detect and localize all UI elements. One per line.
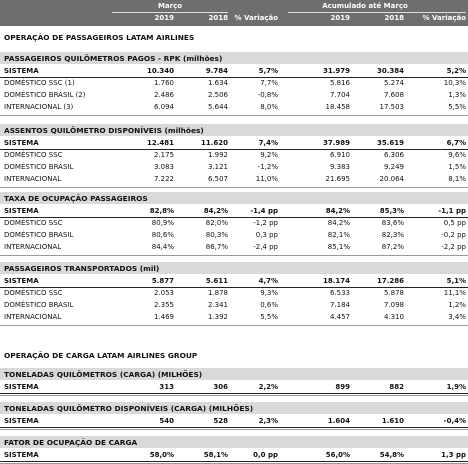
row-value: 80,9% [151,219,174,227]
row-value: 20.064 [379,175,404,183]
section-divider [0,395,468,396]
row-value: 5,5% [448,103,466,111]
row-value: 2,2% [258,383,278,391]
section-divider [0,255,468,256]
row-value: 1.878 [207,289,228,297]
header-var-ytd: % Variação [422,14,466,22]
row-value: 7.098 [383,301,404,309]
row-label: SISTEMA [4,277,39,285]
row-value: -1,2% [257,163,278,171]
row-value: 882 [389,383,404,391]
section-title: FATOR DE OCUPAÇÃO DE CARGA [4,438,138,447]
row-value: 1.604 [327,417,350,425]
row-value: 80,3% [205,231,228,239]
row-value: 313 [159,383,174,391]
header-2019-month: 2019 [154,14,174,22]
table-row-sistema [0,206,468,217]
row-value: 84,4% [151,243,174,251]
header-marco-underline [112,12,228,13]
row-value: 80,6% [151,231,174,239]
row-value: 7.704 [329,91,350,99]
row-value: 1.610 [381,417,404,425]
row-value: 6.306 [383,151,404,159]
row-value: 306 [213,383,228,391]
row-value: 84,2% [203,207,228,215]
section-title: ASSENTOS QUILÔMETRO DISPONÍVEIS (milhões) [4,126,204,135]
table-row [0,90,468,101]
row-value: 9.383 [329,163,350,171]
row-value: 35.619 [376,139,404,147]
table-row [0,312,468,323]
row-value: 17.286 [376,277,404,285]
row-value: 6.533 [329,289,350,297]
row-value: 9,6% [448,151,466,159]
row-value: 5,5% [260,313,278,321]
row-value: 1,9% [446,383,466,391]
header-2018-month: 2018 [208,14,228,22]
table-row [0,174,468,185]
row-value: 11.620 [200,139,228,147]
row-value: 84,2% [327,219,350,227]
row-value: -0,8% [257,91,278,99]
row-label: INTERNACIONAL [4,243,62,251]
row-label: SISTEMA [4,417,39,425]
row-value: 2.355 [153,301,174,309]
row-value: -1,2 pp [253,219,278,227]
row-value: 56,0% [325,451,350,459]
table-row-sistema [0,382,468,393]
row-value: 21.695 [325,175,350,183]
row-value: 1.760 [153,79,174,87]
row-value: 3.121 [207,163,228,171]
section-divider [0,429,468,430]
table-row [0,102,468,113]
passenger-operation-title: OPERAÇÃO DE PASSAGEIROS LATAM AIRLINES [4,33,195,42]
row-value: 54,8% [379,451,404,459]
row-value: 1.469 [153,313,174,321]
row-label: DOMÉSTICO SSC [4,289,63,297]
row-value: 2,3% [258,417,278,425]
table-row [0,288,468,299]
row-value: -2,2 pp [441,243,466,251]
section-title: PASSAGEIROS TRANSPORTADOS (mil) [4,264,160,273]
row-value: 5,2% [446,67,466,75]
row-value: 31.979 [322,67,350,75]
header-2019-ytd: 2019 [330,14,350,22]
header-2018-ytd: 2018 [384,14,404,22]
row-value: 37.989 [322,139,350,147]
row-value: 0,3 pp [255,231,278,239]
row-value: 83,6% [381,219,404,227]
row-value: 528 [213,417,228,425]
header-var-month: % Variação [234,14,278,22]
row-value: 4.310 [383,313,404,321]
row-label: SISTEMA [4,451,39,459]
row-value: 0,0 pp [253,451,278,459]
row-value: 18.174 [322,277,350,285]
table-row [0,218,468,229]
row-value: 86,7% [205,243,228,251]
row-value: 10.340 [146,67,174,75]
row-value: 30.384 [376,67,404,75]
row-label: DOMÉSTICO SSC (1) [4,79,75,87]
sistema-divider [0,393,468,394]
row-value: 85,3% [379,207,404,215]
section-title: TAXA DE OCUPAÇÃO PASSAGEIROS [4,194,148,203]
row-label: DOMÉSTICO SSC [4,151,63,159]
row-label: DOMÉSTICO SSC [4,219,63,227]
table-row [0,150,468,161]
row-value: 1,2% [448,301,466,309]
sistema-divider [0,461,468,462]
row-value: 2.486 [153,91,174,99]
row-value: 6.094 [153,103,174,111]
table-header [0,0,468,26]
row-value: 6.507 [207,175,228,183]
row-value: 5,1% [446,277,466,285]
row-value: -1,4 pp [250,207,278,215]
table-row [0,78,468,89]
row-value: 84,2% [325,207,350,215]
row-value: 7.608 [383,91,404,99]
table-row [0,300,468,311]
row-value: 87,2% [381,243,404,251]
row-value: 7,4% [258,139,278,147]
row-value: 899 [335,383,350,391]
row-value: 82,8% [149,207,174,215]
row-value: -1,1 pp [438,207,466,215]
row-label: INTERNACIONAL [4,175,62,183]
row-label: SISTEMA [4,67,39,75]
row-value: 7.184 [329,301,350,309]
sistema-divider [0,427,468,428]
header-acumulado-underline [288,12,466,13]
header-acumulado: Acumulado até Março [322,2,408,10]
row-label: DOMÉSTICO BRASIL [4,231,74,239]
table-row-sistema [0,416,468,427]
table-row-sistema [0,66,468,77]
row-value: 18.458 [325,103,350,111]
row-value: 0,5 pp [443,219,466,227]
row-value: -0,4% [443,417,466,425]
row-value: 82,0% [205,219,228,227]
table-row-sistema [0,450,468,461]
row-value: 5.816 [329,79,350,87]
row-value: 3.083 [153,163,174,171]
section-divider [0,115,468,116]
row-value: 5,7% [258,67,278,75]
row-value: 5.644 [207,103,228,111]
row-value: -0,2 pp [441,231,466,239]
row-value: 17.503 [379,103,404,111]
row-value: 6,7% [446,139,466,147]
row-label: SISTEMA [4,207,39,215]
table-row [0,230,468,241]
row-value: 6.910 [329,151,350,159]
row-label: INTERNACIONAL [4,313,62,321]
row-label: INTERNACIONAL (3) [4,103,74,111]
table-row-sistema [0,138,468,149]
row-value: 9,3% [260,289,278,297]
row-value: 3,4% [448,313,466,321]
row-value: 0,6% [260,301,278,309]
row-label: DOMÉSTICO BRASIL [4,301,74,309]
row-value: 85,1% [327,243,350,251]
row-value: 10,3% [443,79,466,87]
row-value: 82,3% [381,231,404,239]
row-value: 2.506 [207,91,228,99]
row-value: 1,5% [448,163,466,171]
row-value: 12.481 [146,139,174,147]
section-title: PASSAGEIROS QUILÔMETROS PAGOS - RPK (milhões) [4,54,223,63]
cargo-operation-title: OPERAÇÃO DE CARGA LATAM AIRLINES GROUP [4,351,198,360]
table-row-sistema [0,276,468,287]
row-value: 11,1% [443,289,466,297]
table-row [0,162,468,173]
row-value: 1.634 [207,79,228,87]
row-value: 9.784 [205,67,228,75]
row-value: 9.249 [383,163,404,171]
row-value: 5.878 [383,289,404,297]
row-value: 2.053 [153,289,174,297]
row-value: 1,3 pp [441,451,466,459]
row-label: DOMÉSTICO BRASIL (2) [4,91,86,99]
row-value: 11,0% [255,175,278,183]
header-marco: Março [157,2,183,10]
row-value: -2,4 pp [253,243,278,251]
table-row [0,242,468,253]
row-value: 1.992 [207,151,228,159]
row-value: 5.877 [151,277,174,285]
row-value: 7,7% [260,79,278,87]
row-value: 58,0% [149,451,174,459]
row-value: 8,1% [448,175,466,183]
row-value: 540 [159,417,174,425]
section-title: TONELADAS QUILÔMETROS (CARGA) (MILHÕES) [4,370,203,379]
row-value: 5.611 [205,277,228,285]
row-value: 2.341 [207,301,228,309]
row-value: 7.222 [153,175,174,183]
row-label: SISTEMA [4,383,39,391]
row-label: SISTEMA [4,139,39,147]
row-value: 58,1% [203,451,228,459]
row-value: 2.175 [153,151,174,159]
section-divider [0,325,468,326]
row-label: DOMÉSTICO BRASIL [4,163,74,171]
row-value: 82,1% [327,231,350,239]
row-value: 4,7% [258,277,278,285]
row-value: 1.392 [207,313,228,321]
row-value: 5.274 [383,79,404,87]
row-value: 9,2% [260,151,278,159]
row-value: 1,3% [448,91,466,99]
section-divider [0,187,468,188]
row-value: 4.457 [329,313,350,321]
row-value: 8,0% [260,103,278,111]
section-title: TONELADAS QUILÔMETRO DISPONÍVEIS (CARGA) (MILHÕES) [4,404,254,413]
